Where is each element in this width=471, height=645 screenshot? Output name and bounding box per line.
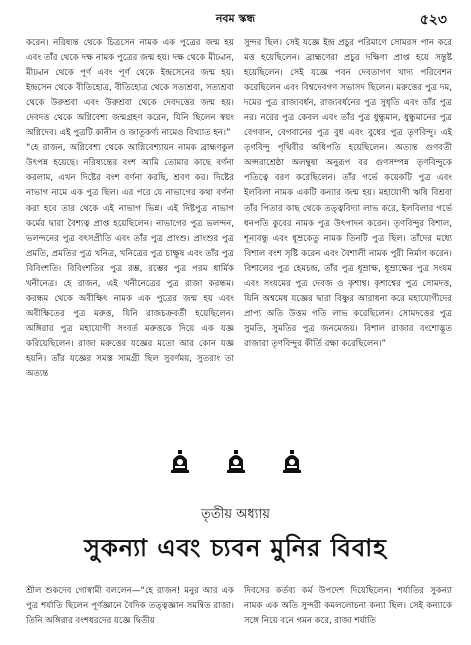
page-number: ৫২৩: [419, 12, 447, 28]
page-header: [0, 8, 471, 28]
left-column: [26, 36, 234, 432]
section-divider: [0, 448, 471, 478]
ornament-icon: [225, 448, 247, 478]
bottom-right-paragraph: দিবসের কর্তব্য কর্ম উপদেশ দিয়েছিলেন। শর্যাতির সুকন্যা নামক এক অতি সুন্দরী কমললোচনা কন্যা ছিল। সেই কন্যাকে সঙ্গে নিয়ে বনে গমন করে, রাজা শর্যাতি: [244, 586, 452, 626]
left-paragraph-1: করেন। নরিষ্যন্ত থেকে চিত্রসেন নামক এক পুত্রের জন্ম হয় এবং তাঁর থেকে দক্ষ নামক পুত্রের জন্ম হয়। দক্ষ থেকে মীঢ্বান, মীঢ্বান থেকে পূর্ণ এবং পূর্ণ থেকে ইন্দ্রসেনের জন্ম হয়। ইন্দ্রসেন থেকে বীতিহোত্র, বীতিহোত্র থেকে সত্যশ্রবা, সত্যশ্রবা থেকে উরুশ্রবা এবং উরুশ্রবা থেকে দেবদত্তের জন্ম হয়। দেবদত্ত থেকে অগ্নিবেশ্য জন্মগ্রহণ করেন, যিনি ছিলেন স্বয়ং অগ্নিদেব। এই পুত্রটি কানীন ও জাতূকর্ণ্য নামেও বিখ্যাত হন।”: [26, 38, 234, 139]
bottom-left-paragraph: শ্রীল শুকদেব গোস্বামী বললেন—“হে রাজন! মনুর আর এক পুত্র শর্যাতি ছিলেন পূর্ণজ্ঞানে বৈদিক তত্ত্বজ্ঞান সমন্বিত রাজা। তিনি অঙ্গিরার বংশধরদের যজ্ঞে দ্বিতীয়: [26, 586, 234, 626]
chapter-title: সুকন্যা এবং চ্যবন মুনির বিবাহ: [84, 534, 387, 562]
left-paragraph-2: “হে রাজন, অগ্নিবেশ্য থেকে আগ্নিবেশ্যায়ন নামক ব্রাহ্মণকুল উৎপন্ন হয়েছে। নরিষ্যন্তের বংশ আমি তোমার কাছে বর্ণনা করলাম, এখন দিষ্টের বংশ বর্ণনা করছি, শ্রবণ কর। দিষ্টের নাভাগ নামে এক পুত্র ছিল। এর পরে যে নাভাগের কথা বর্ণনা করা হবে তার থেকে এই নাভাগ ভিন্ন। এই দিষ্টপুত্র নাভাগ কর্মের দ্বারা বৈশ্যত্ব প্রাপ্ত হয়েছিলেন। নাভাগের পুত্র ভলন্দন, ভলন্দনের পুত্র বৎসপ্রীতি এবং তাঁর পুত্র প্রাংশু। প্রাংশুর পুত্র প্রমতি, প্রমতির পুত্র খনিত্র, খনিত্রের পুত্র চাক্ষুষ এবং তাঁর পুত্র বিবিংশতি। বিবিংশতির পুত্র রম্ভ, রম্ভের পুত্র পরম ধার্মিক খনীনেত্র। হে রাজন, এই খনীনেত্রের পুত্র রাজা করন্ধম। করন্ধম থেকে অবীক্ষিৎ নামক এক পুত্রের জন্ম হয় এবং অবীক্ষিতের পুত্র মরুত্ত, যিনি রাজচক্রবর্তী হয়েছিলেন। অঙ্গিরার পুত্র মহাযোগী সংবর্ত মরুত্তকে দিয়ে এক যজ্ঞ করিয়েছিলেন। রাজা মরুত্তের যজ্ঞের মতো আর কোন যজ্ঞ হয়নি। তাঁর যজ্ঞের সমস্ত সামগ্রী ছিল সুবর্ণময়, সুতরাং তা অত্যন্ত: [26, 143, 234, 380]
running-title: নবম স্কন্ধ: [215, 12, 256, 25]
bottom-right-column: [244, 584, 452, 644]
ornament-icon: [281, 448, 303, 478]
bottom-left-column: [26, 584, 234, 644]
right-paragraph-1: সুন্দর ছিল। সেই যজ্ঞে ইন্দ্র প্রচুর পরিমাণে সোমরস পান করে মত্ত হয়েছিলেন। ব্রাহ্মণেরা প্রচুর দক্ষিণা প্রাপ্ত হয়ে সন্তুষ্ট হয়েছিলেন। সেই যজ্ঞে পবন দেবতাগণ খাদ্য পরিবেশন করেছিলেন এবং বিশ্বদেবগণ সভাসদ ছিলেন। মরুত্তের পুত্র দম, দমের পুত্র রাজ্যবর্ধন, রাজ্যবর্ধনের পুত্র সুধৃতি এবং তাঁর পুত্র নর। নরের পুত্র কেবল এবং তাঁর পুত্র ধুন্ধুমান, ধুন্ধুমানের পুত্র বেগবান, বেগবানের পুত্র বুধ এবং বুধের পুত্র তৃণবিন্দু। এই তৃণবিন্দু পৃথিবীর অধিপতি হয়েছিলেন। অত্যন্ত গুণবতী অপ্সরাশ্রেষ্ঠা অলম্বুষা অনুরূপ বর গুণসম্পন্ন তৃণবিন্দুকে পতিত্বে বরণ করেছিলেন। তাঁর গর্ভে কয়েকটি পুত্র এবং ইলবিলা নামক একটি কন্যার জন্ম হয়। মহাযোগী ঋষি বিশ্রবা তাঁর পিতার কাছ থেকে তত্ত্ববিদ্যা লাভ করে, ইলবিলার গর্ভে ধনপতি কুবের নামক পুত্র উৎপাদন করেন। তৃণবিন্দুর বিশাল, শূন্যবন্ধু এবং ধূম্রকেতু নামক তিনটি পুত্র ছিল। তাঁদের মধ্যে বিশাল বংশ সৃষ্টি করেন এবং বৈশালী নামক পুরী নির্মাণ করেন। বিশালের পুত্র হেমচন্দ্র, তাঁর পুত্র ধূম্রাক্ষ, ধূম্রাক্ষের পুত্র সংযম এবং সংযমের পুত্র দেবজ ও কৃশাশ্ব। কৃশাশ্বের পুত্র সোমদত্ত, যিনি অশ্বমেধ যজ্ঞের দ্বারা বিষ্ণুর আরাধনা করে মহাযোগীদের প্রাপ্য অতি উত্তম গতি লাভ করেছিলেন। সোমদত্তের পুত্র সুমতি, সুমতির পুত্র জনমেজয়। বিশাল রাজার বংশোদ্ভূত রাজারা তৃণবিন্দুর কীর্তি রক্ষা করেছিলেন।”: [244, 38, 452, 349]
chapter-label: তৃতীয় অধ্যায়: [201, 507, 270, 522]
right-column: [244, 36, 452, 446]
ornament-icon: [169, 448, 191, 478]
